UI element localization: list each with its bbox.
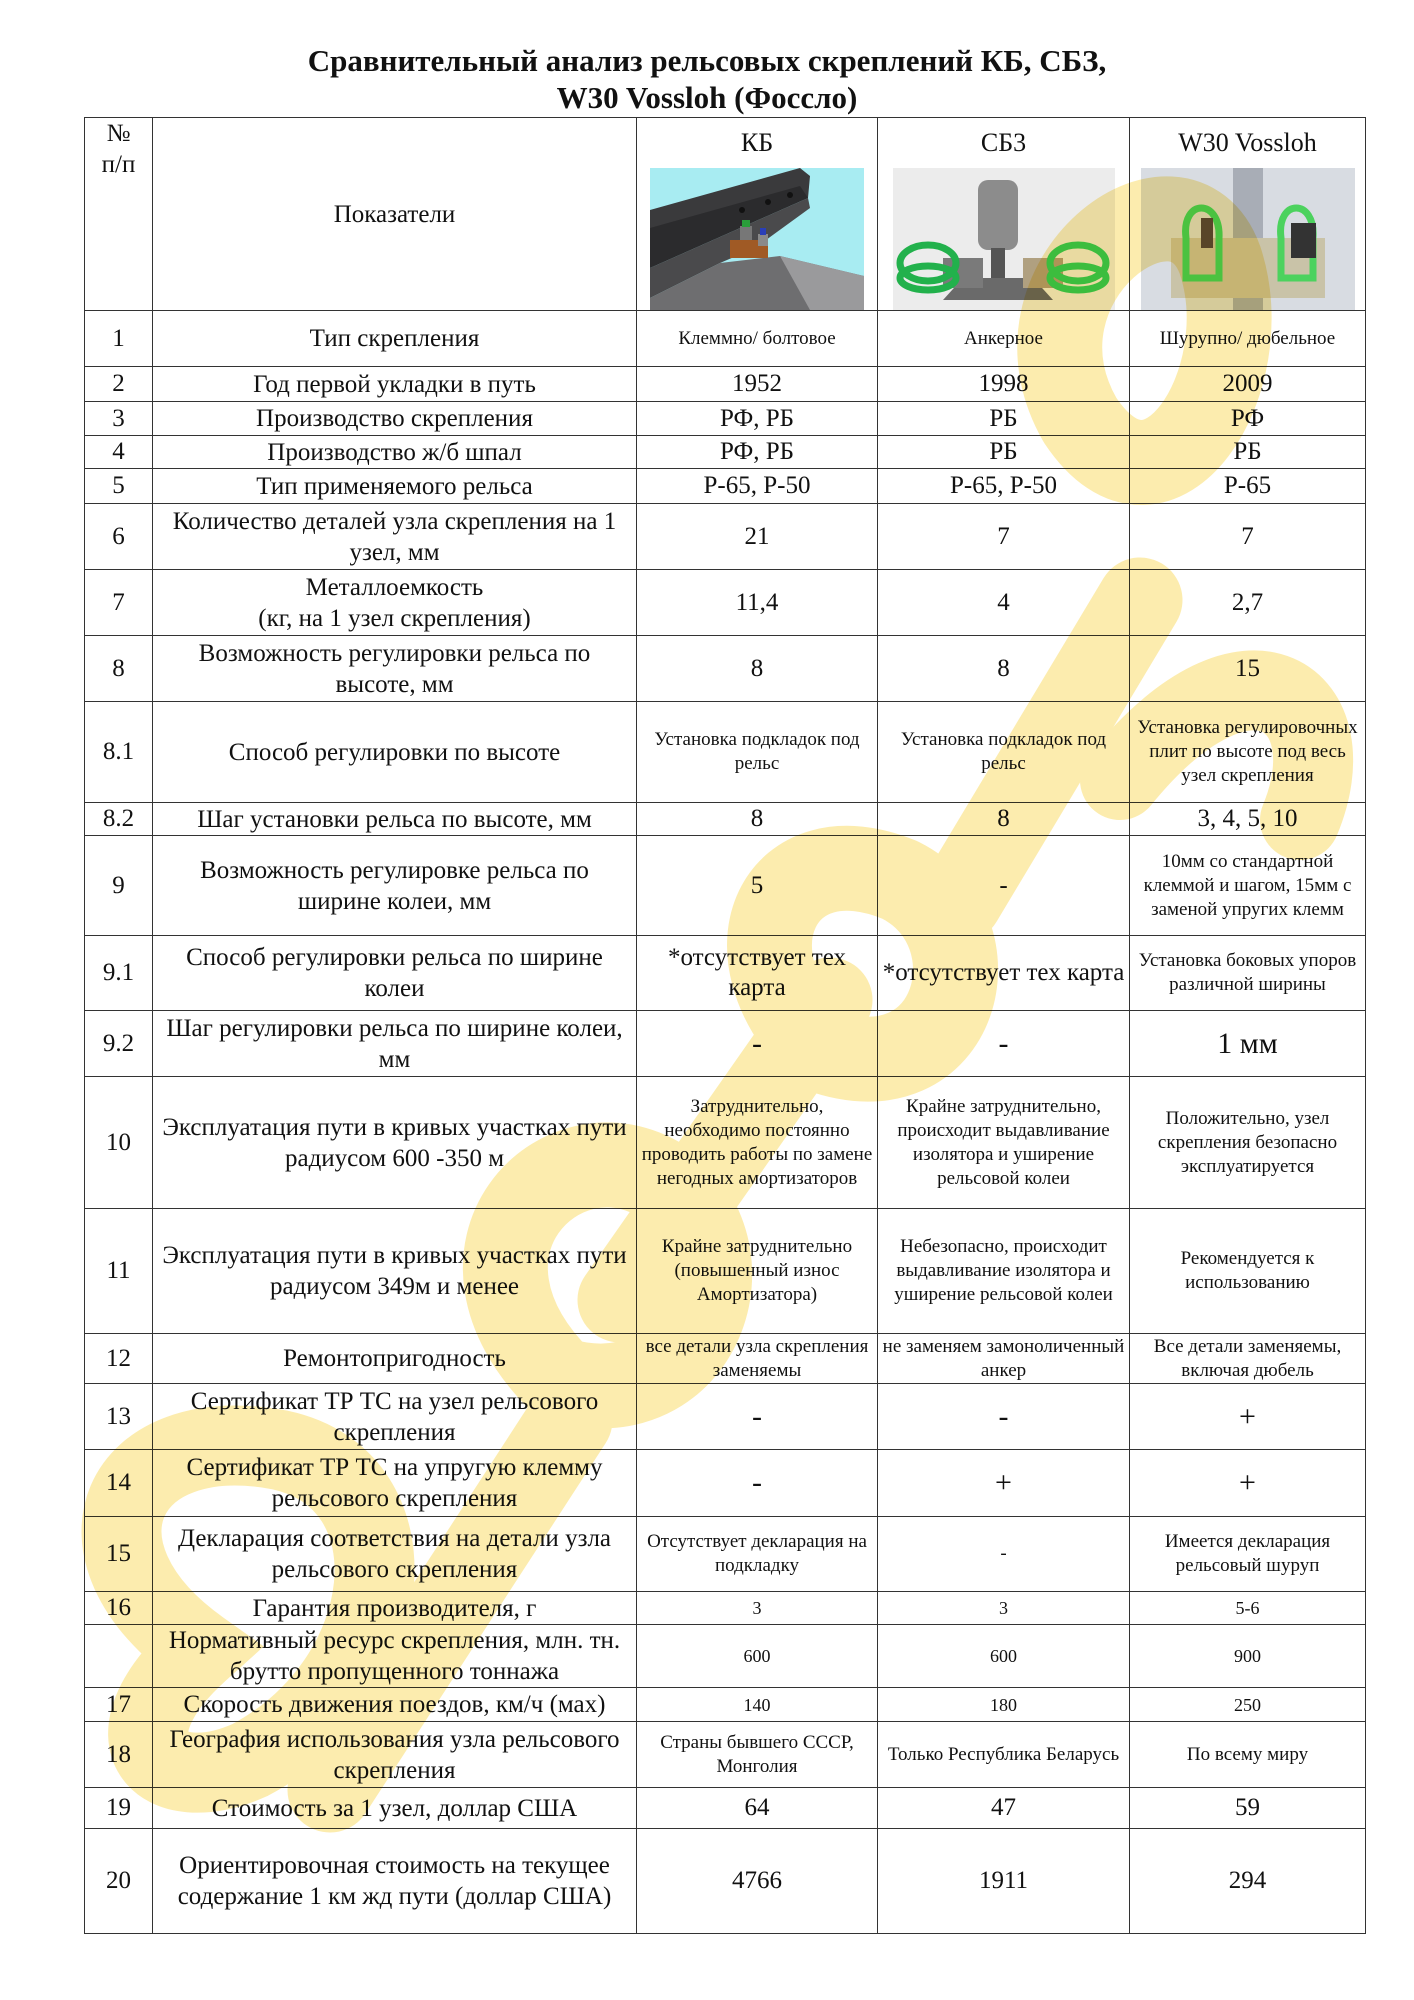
row-number: 14 bbox=[85, 1450, 153, 1517]
cell-sbz: 4 bbox=[878, 570, 1130, 636]
row-number: 12 bbox=[85, 1334, 153, 1384]
cell-w30: Имеется декларация рельсовый шуруп bbox=[1130, 1517, 1366, 1592]
row-indicator: Способ регулировки по высоте bbox=[153, 702, 637, 803]
table-row bbox=[85, 1625, 1366, 1688]
cell-w30: + bbox=[1130, 1450, 1366, 1517]
table-row bbox=[85, 702, 1366, 803]
row-indicator: Ориентировочная стоимость на текущее содержание 1 км жд пути (доллар США) bbox=[153, 1829, 637, 1934]
table-row bbox=[85, 1688, 1366, 1722]
row-number: 8.2 bbox=[85, 803, 153, 836]
table-row bbox=[85, 504, 1366, 570]
row-number: 20 bbox=[85, 1829, 153, 1934]
title-line-2: W30 Vossloh (Фоссло) bbox=[556, 80, 858, 115]
row-indicator: Стоимость за 1 узел, доллар США bbox=[153, 1788, 637, 1829]
cell-sbz: + bbox=[878, 1450, 1130, 1517]
cell-kb: Отсутствует декларация на подкладку bbox=[637, 1517, 878, 1592]
column-label-sbz: СБ3 bbox=[980, 128, 1027, 157]
cell-w30: По всему миру bbox=[1130, 1722, 1366, 1788]
row-number: 3 bbox=[85, 402, 153, 436]
cell-kb: - bbox=[637, 1011, 878, 1077]
w30-vossloh-fastening-photo bbox=[1141, 168, 1355, 310]
cell-w30: 2,7 bbox=[1130, 570, 1366, 636]
row-indicator: Тип применяемого рельса bbox=[153, 469, 637, 504]
cell-kb: 64 bbox=[637, 1788, 878, 1829]
cell-sbz: 180 bbox=[878, 1688, 1130, 1722]
row-number: 4 bbox=[85, 436, 153, 469]
table-row bbox=[85, 1450, 1366, 1517]
table-row bbox=[85, 1788, 1366, 1829]
cell-sbz: 8 bbox=[878, 636, 1130, 702]
cell-w30: РБ bbox=[1130, 436, 1366, 469]
row-number: 2 bbox=[85, 367, 153, 402]
table-row bbox=[85, 803, 1366, 836]
column-label-kb: КБ bbox=[740, 128, 774, 157]
row-indicator: Ремонтопригодность bbox=[153, 1334, 637, 1384]
table-row bbox=[85, 367, 1366, 402]
cell-sbz: - bbox=[878, 836, 1130, 936]
cell-sbz: Небезопасно, происходит выдавливание изолятора и уширение рельсовой колеи bbox=[878, 1209, 1130, 1334]
cell-sbz: 47 bbox=[878, 1788, 1130, 1829]
header-kb-cell bbox=[637, 118, 878, 311]
item-number-label: п/п bbox=[101, 151, 136, 178]
cell-w30: 250 bbox=[1130, 1688, 1366, 1722]
table-row bbox=[85, 1384, 1366, 1450]
row-indicator: Шаг установки рельса по высоте, мм bbox=[153, 803, 637, 836]
cell-sbz: 7 bbox=[878, 504, 1130, 570]
cell-w30: 294 bbox=[1130, 1829, 1366, 1934]
row-indicator: Шаг регулировки рельса по ширине колеи, мм bbox=[153, 1011, 637, 1077]
cell-sbz: Установка подкладок под рельс bbox=[878, 702, 1130, 803]
table-header-row bbox=[85, 118, 1366, 311]
cell-kb: - bbox=[637, 1450, 878, 1517]
cell-sbz: 3 bbox=[878, 1592, 1130, 1625]
row-indicator: Количество деталей узла скрепления на 1 узел, мм bbox=[153, 504, 637, 570]
cell-w30: Все детали заменяемы, включая дюбель bbox=[1130, 1334, 1366, 1384]
row-number: 9 bbox=[85, 836, 153, 936]
cell-sbz: - bbox=[878, 1011, 1130, 1077]
row-number: 8 bbox=[85, 636, 153, 702]
table-row bbox=[85, 311, 1366, 367]
row-indicator: Скорость движения поездов, км/ч (мах) bbox=[153, 1688, 637, 1722]
cell-w30: Р-65 bbox=[1130, 469, 1366, 504]
cell-kb: - bbox=[637, 1384, 878, 1450]
cell-sbz: - bbox=[878, 1517, 1130, 1592]
indicator-line-1: Металлоемкость bbox=[305, 573, 484, 601]
row-number: 16 bbox=[85, 1592, 153, 1625]
cell-sbz: 600 bbox=[878, 1625, 1130, 1688]
table-row bbox=[85, 1334, 1366, 1384]
row-indicator: Нормативный ресурс скрепления, млн. тн. брутто пропущенного тоннажа bbox=[153, 1625, 637, 1688]
cell-sbz: - bbox=[878, 1384, 1130, 1450]
cell-w30: Положительно, узел скрепления безопасно эксплуатируется bbox=[1130, 1077, 1366, 1209]
table-row bbox=[85, 402, 1366, 436]
row-number: 8.1 bbox=[85, 702, 153, 803]
sbz-fastening-photo bbox=[893, 168, 1115, 310]
table-row bbox=[85, 1209, 1366, 1334]
table-row bbox=[85, 636, 1366, 702]
cell-kb: РФ, РБ bbox=[637, 402, 878, 436]
column-label-w30: W30 Vossloh bbox=[1178, 128, 1317, 157]
cell-w30: 5-6 bbox=[1130, 1592, 1366, 1625]
cell-kb: 600 bbox=[637, 1625, 878, 1688]
cell-w30: Установка регулировочных плит по высоте под весь узел скрепления bbox=[1130, 702, 1366, 803]
cell-w30: Рекомендуется к использованию bbox=[1130, 1209, 1366, 1334]
cell-kb: 5 bbox=[637, 836, 878, 936]
header-number-cell bbox=[85, 118, 153, 311]
row-number: 15 bbox=[85, 1517, 153, 1592]
cell-w30: 15 bbox=[1130, 636, 1366, 702]
row-indicator: Производство скрепления bbox=[153, 402, 637, 436]
cell-kb: 8 bbox=[637, 636, 878, 702]
cell-kb: 11,4 bbox=[637, 570, 878, 636]
row-indicator: Эксплуатация пути в кривых участках пути радиусом 600 -350 м bbox=[153, 1077, 637, 1209]
cell-w30: 7 bbox=[1130, 504, 1366, 570]
table-row bbox=[85, 469, 1366, 504]
row-indicator: Гарантия производителя, г bbox=[153, 1592, 637, 1625]
cell-kb: 3 bbox=[637, 1592, 878, 1625]
cell-w30: Шурупно/ дюбельное bbox=[1130, 311, 1366, 367]
document-title bbox=[0, 42, 1414, 116]
table-row bbox=[85, 936, 1366, 1011]
cell-sbz: Только Республика Беларусь bbox=[878, 1722, 1130, 1788]
row-indicator: Год первой укладки в путь bbox=[153, 367, 637, 402]
header-sbz-cell bbox=[878, 118, 1130, 311]
cell-kb: Затруднительно, необходимо постоянно проводить работы по замене негодных амортизаторов bbox=[637, 1077, 878, 1209]
cell-w30: 1 мм bbox=[1130, 1011, 1366, 1077]
cell-w30: 59 bbox=[1130, 1788, 1366, 1829]
cell-kb: Страны бывшего СССР, Монголия bbox=[637, 1722, 878, 1788]
table-row bbox=[85, 1722, 1366, 1788]
header-w30-cell bbox=[1130, 118, 1366, 311]
cell-w30: Установка боковых упоров различной ширины bbox=[1130, 936, 1366, 1011]
table-row bbox=[85, 1517, 1366, 1592]
cell-w30: РФ bbox=[1130, 402, 1366, 436]
cell-w30: 2009 bbox=[1130, 367, 1366, 402]
row-number: 1 bbox=[85, 311, 153, 367]
row-indicator bbox=[153, 570, 637, 636]
cell-sbz: Р-65, Р-50 bbox=[878, 469, 1130, 504]
row-number: 6 bbox=[85, 504, 153, 570]
cell-kb: все детали узла скрепления заменяемы bbox=[637, 1334, 878, 1384]
table-row bbox=[85, 1077, 1366, 1209]
cell-sbz: РБ bbox=[878, 402, 1130, 436]
cell-sbz: Крайне затруднительно, происходит выдавливание изолятора и уширение рельсовой колеи bbox=[878, 1077, 1130, 1209]
cell-kb: Крайне затруднительно (повышенный износ Амортизатора) bbox=[637, 1209, 878, 1334]
cell-w30: 3, 4, 5, 10 bbox=[1130, 803, 1366, 836]
table-row bbox=[85, 1011, 1366, 1077]
cell-kb: 21 bbox=[637, 504, 878, 570]
table-row bbox=[85, 570, 1366, 636]
cell-kb: 4766 bbox=[637, 1829, 878, 1934]
cell-kb: 140 bbox=[637, 1688, 878, 1722]
row-indicator: Возможность регулировке рельса по ширине колеи, мм bbox=[153, 836, 637, 936]
cell-kb: Р-65, Р-50 bbox=[637, 469, 878, 504]
row-indicator: Сертификат ТР ТС на узел рельсового скрепления bbox=[153, 1384, 637, 1450]
table-row bbox=[85, 436, 1366, 469]
row-number: 11 bbox=[85, 1209, 153, 1334]
cell-kb: Клеммно/ болтовое bbox=[637, 311, 878, 367]
row-number: 19 bbox=[85, 1788, 153, 1829]
row-indicator: География использования узла рельсового скрепления bbox=[153, 1722, 637, 1788]
table-row bbox=[85, 836, 1366, 936]
row-number bbox=[85, 1625, 153, 1688]
cell-w30: 10мм со стандартной клеммой и шагом, 15мм с заменой упругих клемм bbox=[1130, 836, 1366, 936]
row-indicator: Декларация соответствия на детали узла рельсового скрепления bbox=[153, 1517, 637, 1592]
cell-w30: 900 bbox=[1130, 1625, 1366, 1688]
cell-sbz: не заменяем замоноличенный анкер bbox=[878, 1334, 1130, 1384]
table-row bbox=[85, 1829, 1366, 1934]
title-line-1: Сравнительный анализ рельсовых скреплений КБ, СБЗ, bbox=[307, 43, 1107, 78]
row-number: 18 bbox=[85, 1722, 153, 1788]
cell-sbz: 8 bbox=[878, 803, 1130, 836]
cell-sbz: *отсутствует тех карта bbox=[878, 936, 1130, 1011]
row-indicator: Производство ж/б шпал bbox=[153, 436, 637, 469]
header-indicator-cell: Показатели bbox=[153, 118, 637, 311]
kb-fastening-photo bbox=[650, 168, 864, 310]
cell-sbz: 1998 bbox=[878, 367, 1130, 402]
cell-sbz: 1911 bbox=[878, 1829, 1130, 1934]
cell-kb: РФ, РБ bbox=[637, 436, 878, 469]
row-number: 13 bbox=[85, 1384, 153, 1450]
comparison-table bbox=[84, 117, 1366, 1934]
cell-kb: 1952 bbox=[637, 367, 878, 402]
row-indicator: Тип скрепления bbox=[153, 311, 637, 367]
indicator-line-2: (кг, на 1 узел скрепления) bbox=[258, 604, 531, 632]
cell-sbz: РБ bbox=[878, 436, 1130, 469]
cell-sbz: Анкерное bbox=[878, 311, 1130, 367]
table-row bbox=[85, 1592, 1366, 1625]
row-number: 9.1 bbox=[85, 936, 153, 1011]
cell-kb: Установка подкладок под рельс bbox=[637, 702, 878, 803]
row-indicator: Сертификат ТР ТС на упругую клемму рельсового скрепления bbox=[153, 1450, 637, 1517]
cell-w30: + bbox=[1130, 1384, 1366, 1450]
cell-kb: 8 bbox=[637, 803, 878, 836]
row-indicator: Возможность регулировки рельса по высоте, мм bbox=[153, 636, 637, 702]
row-number: 10 bbox=[85, 1077, 153, 1209]
row-indicator: Способ регулировки рельса по ширине колеи bbox=[153, 936, 637, 1011]
row-number: 9.2 bbox=[85, 1011, 153, 1077]
row-indicator: Эксплуатация пути в кривых участках пути радиусом 349м и менее bbox=[153, 1209, 637, 1334]
row-number: 7 bbox=[85, 570, 153, 636]
number-sign-label: № bbox=[106, 120, 131, 147]
row-number: 17 bbox=[85, 1688, 153, 1722]
cell-kb: *отсутствует тех карта bbox=[637, 936, 878, 1011]
row-number: 5 bbox=[85, 469, 153, 504]
